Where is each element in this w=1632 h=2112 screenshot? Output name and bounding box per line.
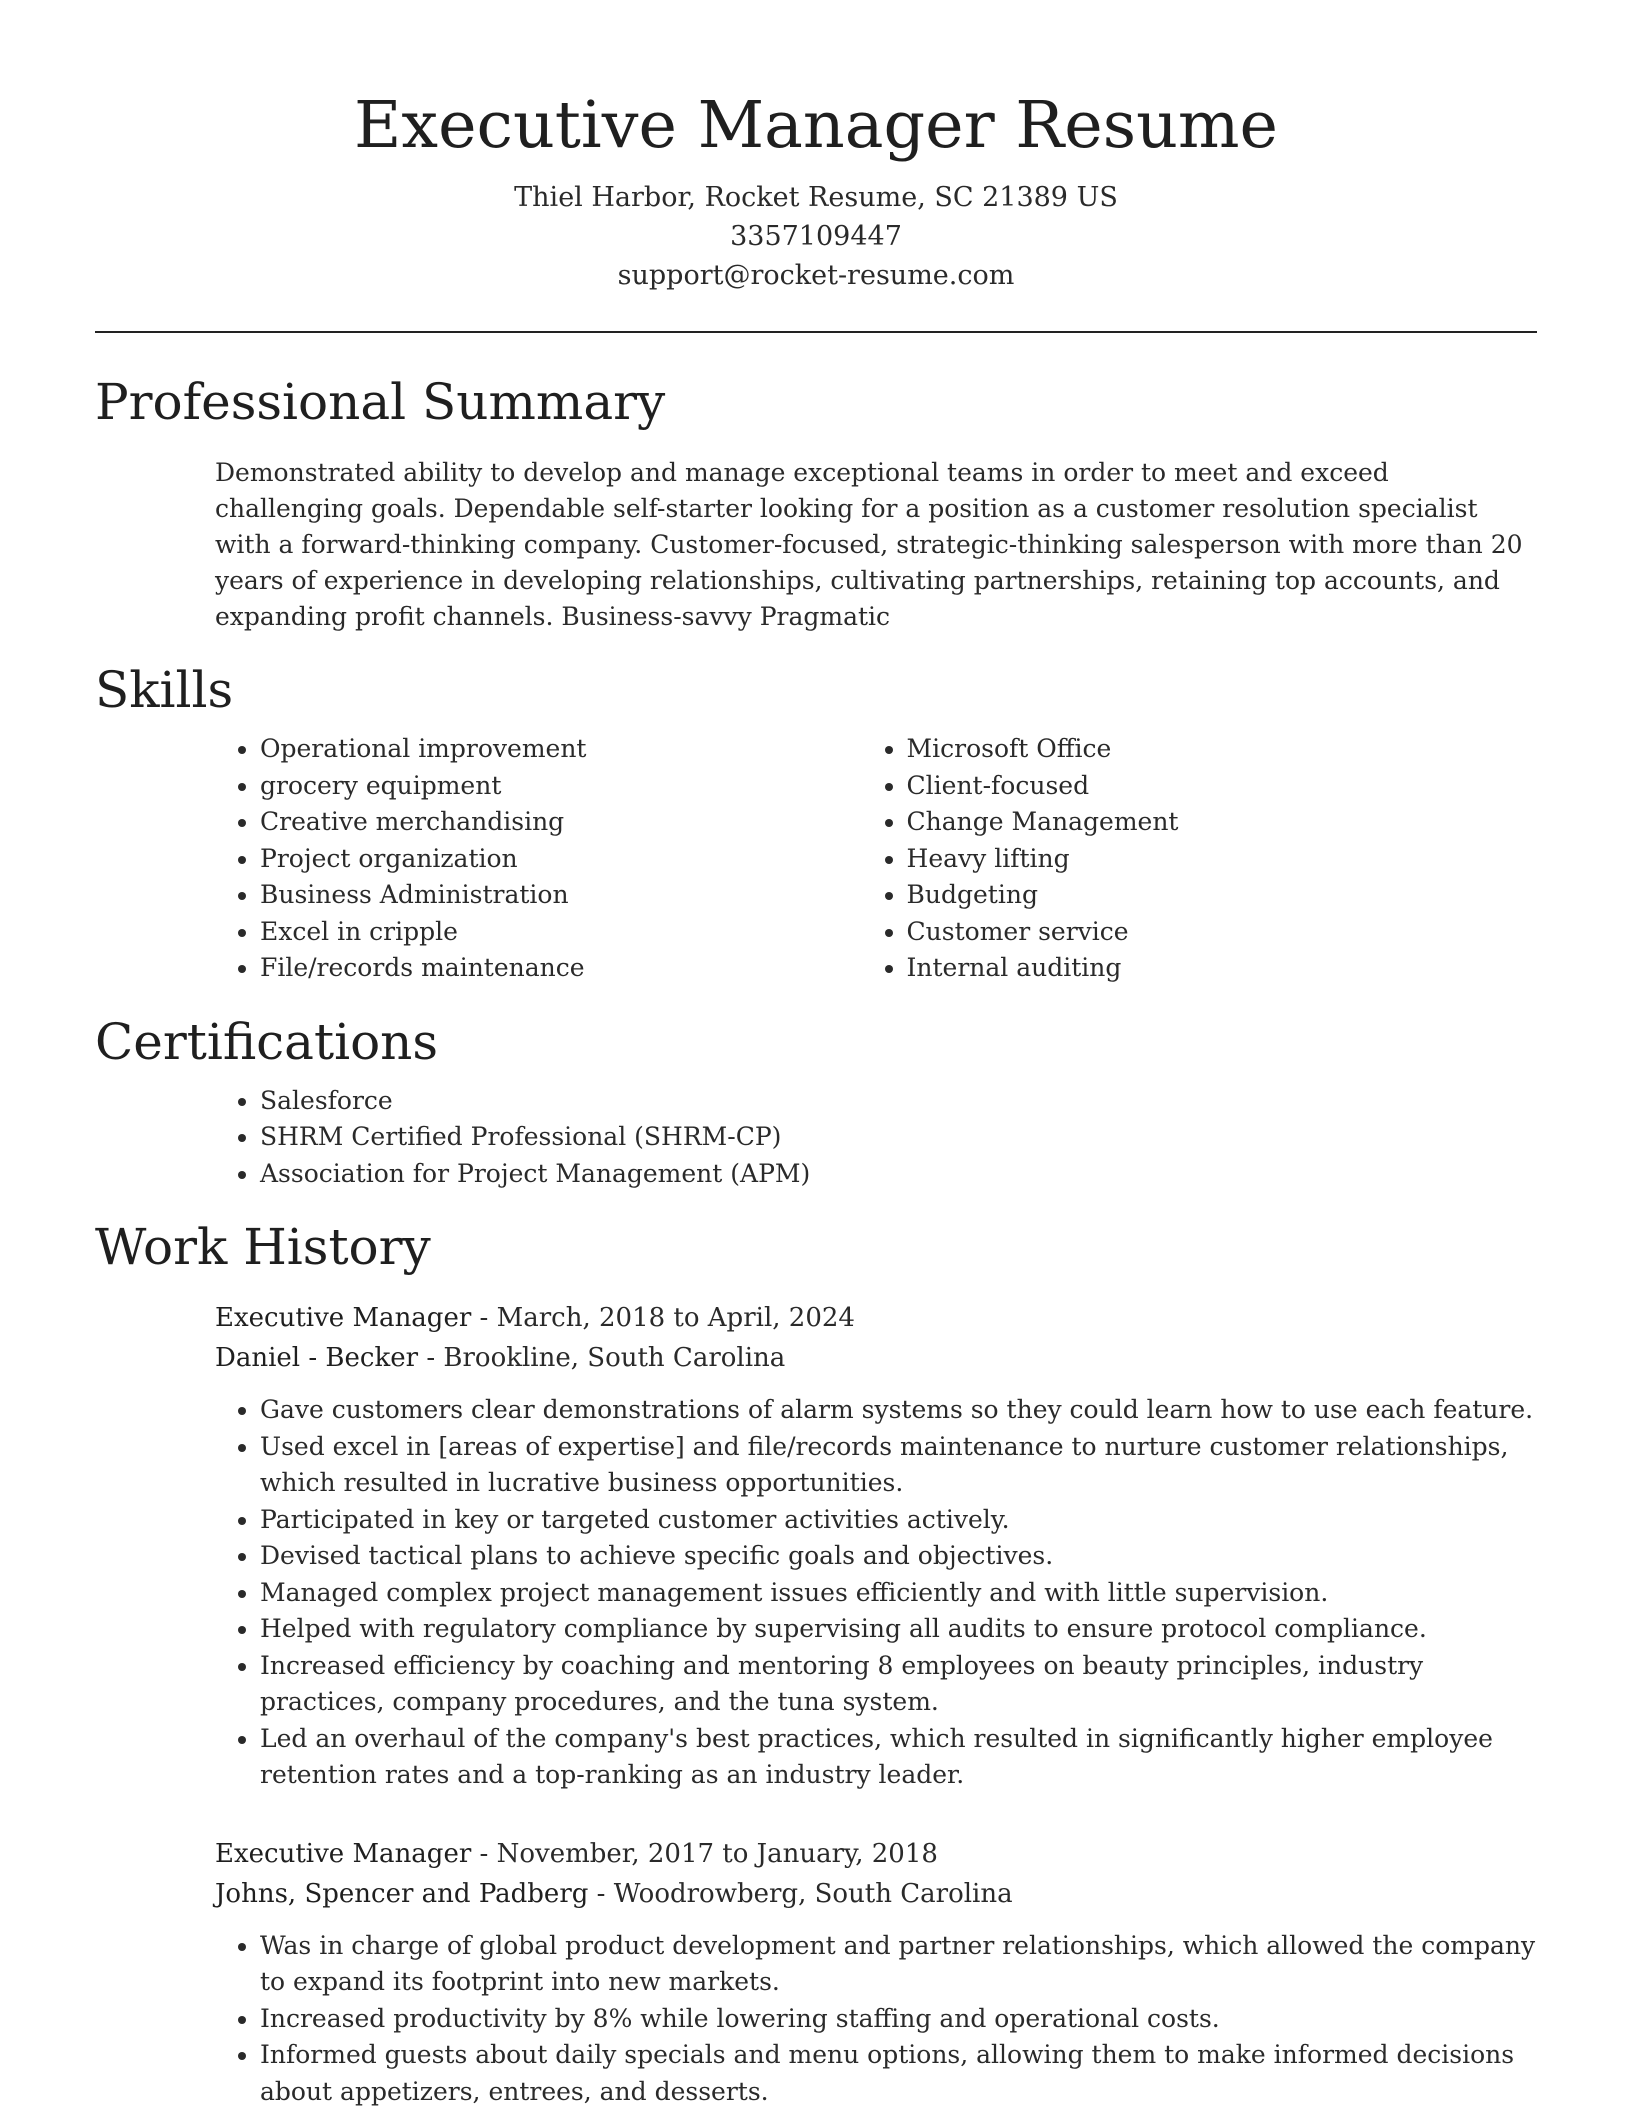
skill-item: • grocery equipment xyxy=(260,768,742,805)
job-company-line xyxy=(215,1874,1537,1914)
job-company: Daniel - Becker xyxy=(215,1343,419,1373)
job-dates: - November, 2017 to January, 2018 xyxy=(471,1838,938,1869)
duty-item: • Devised tactical plans to achieve specific goals and objectives. xyxy=(260,1538,1537,1575)
certification-item: • SHRM Certified Professional (SHRM-CP) xyxy=(260,1119,1537,1156)
skill-item: • Microsoft Office xyxy=(907,731,1537,768)
certification-item: • Salesforce xyxy=(260,1083,1537,1120)
skill-item: • Excel in cripple xyxy=(260,914,742,951)
certifications-section xyxy=(95,1011,1537,1193)
skill-item: • Internal auditing xyxy=(907,950,1537,987)
summary-section xyxy=(95,371,1537,635)
duty-item: • Informed guests about daily specials and menu options, allowing them to make informed decisions about appetizers, entrees, and desserts. xyxy=(260,2037,1537,2110)
job-location: - Brookline, South Carolina xyxy=(418,1343,786,1373)
duty-item: • Led an overhaul of the company's best practices, which resulted in significantly higher employee retention rates and a top-ranking as an industry leader. xyxy=(260,1721,1537,1794)
certifications-heading: Certifications xyxy=(95,1012,439,1071)
summary-heading: Professional Summary xyxy=(95,373,666,431)
skills-heading: Skills xyxy=(95,661,234,719)
duty-item: • Gave customers clear demonstrations of alarm systems so they could learn how to use each feature. xyxy=(260,1392,1537,1429)
skill-item: • Budgeting xyxy=(907,877,1537,914)
job-role: Executive Manager xyxy=(215,1303,472,1333)
skills-list-right xyxy=(742,731,1537,987)
skill-item: • File/records maintenance xyxy=(260,950,742,987)
duty-item: • Was in charge of global product development and partner relationships, which allowed the company to expand its footprint into new markets. xyxy=(260,1928,1537,2001)
job-dates: - March, 2018 to April, 2024 xyxy=(471,1303,855,1333)
work-history-heading: Work History xyxy=(95,1218,431,1276)
skill-item: • Client-focused xyxy=(907,768,1537,805)
duty-item: • Helped with regulatory compliance by supervising all audits to ensure protocol compliance. xyxy=(260,1611,1537,1648)
summary-text: Demonstrated ability to develop and manage exceptional teams in order to meet and exceed challenging goals. Dependable self-starter looking for a position as a customer resolution specialist with a forward-thinking company. Customer-focused, strategic-thinking salesperson with more than 20 years of experience in developing relationships, cultivating partnerships, retaining top accounts, and expanding profit channels. Business-savvy Pragmatic xyxy=(215,458,1523,631)
skills-list-left xyxy=(95,731,742,987)
skills-columns xyxy=(95,731,1537,987)
contact-address: Thiel Harbor, Rocket Resume, SC 21389 US xyxy=(514,182,1118,213)
duty-item: • Participated in key or targeted customer activities actively. xyxy=(260,1502,1537,1539)
job-company-line xyxy=(215,1338,1537,1378)
job-entry xyxy=(215,1834,1537,2111)
skill-item: • Change Management xyxy=(907,804,1537,841)
job-duties-list xyxy=(215,1392,1537,1794)
job-duties-list xyxy=(215,1928,1537,2111)
skill-item: • Operational improvement xyxy=(260,731,742,768)
job-location: - Woodrowberg, South Carolina xyxy=(588,1878,1013,1909)
skill-item: • Business Administration xyxy=(260,877,742,914)
job-company: Johns, Spencer and Padberg xyxy=(215,1878,589,1909)
skill-item: • Heavy lifting xyxy=(907,841,1537,878)
skill-item: • Creative merchandising xyxy=(260,804,742,841)
duty-item: • Managed complex project management issues efficiently and with little supervision. xyxy=(260,1575,1537,1612)
contact-block xyxy=(95,178,1537,295)
job-title-line xyxy=(215,1834,1537,1874)
duty-item: • Increased productivity by 8% while lowering staffing and operational costs. xyxy=(260,2001,1537,2038)
resume-header xyxy=(95,0,1537,295)
skills-section xyxy=(95,659,1537,987)
contact-phone: 3357109447 xyxy=(730,221,902,252)
skill-item: • Customer service xyxy=(907,914,1537,951)
job-title-line xyxy=(215,1298,1537,1338)
skill-item: • Project organization xyxy=(260,841,742,878)
contact-email: support@rocket-resume.com xyxy=(617,260,1015,291)
job-entry xyxy=(215,1298,1537,1794)
certifications-list xyxy=(95,1083,1537,1193)
certification-item: • Association for Project Management (APM) xyxy=(260,1156,1537,1193)
duty-item: • Increased efficiency by coaching and mentoring 8 employees on beauty principles, industry practices, company procedures, and the tuna system. xyxy=(260,1648,1537,1721)
header-divider xyxy=(95,331,1537,333)
resume-title: Executive Manager Resume xyxy=(353,88,1279,163)
work-history-section xyxy=(95,1216,1537,2110)
job-role: Executive Manager xyxy=(215,1838,472,1869)
duty-item: • Used excel in [areas of expertise] and file/records maintenance to nurture customer relationships, which resulted in lucrative business opportunities. xyxy=(260,1429,1537,1502)
